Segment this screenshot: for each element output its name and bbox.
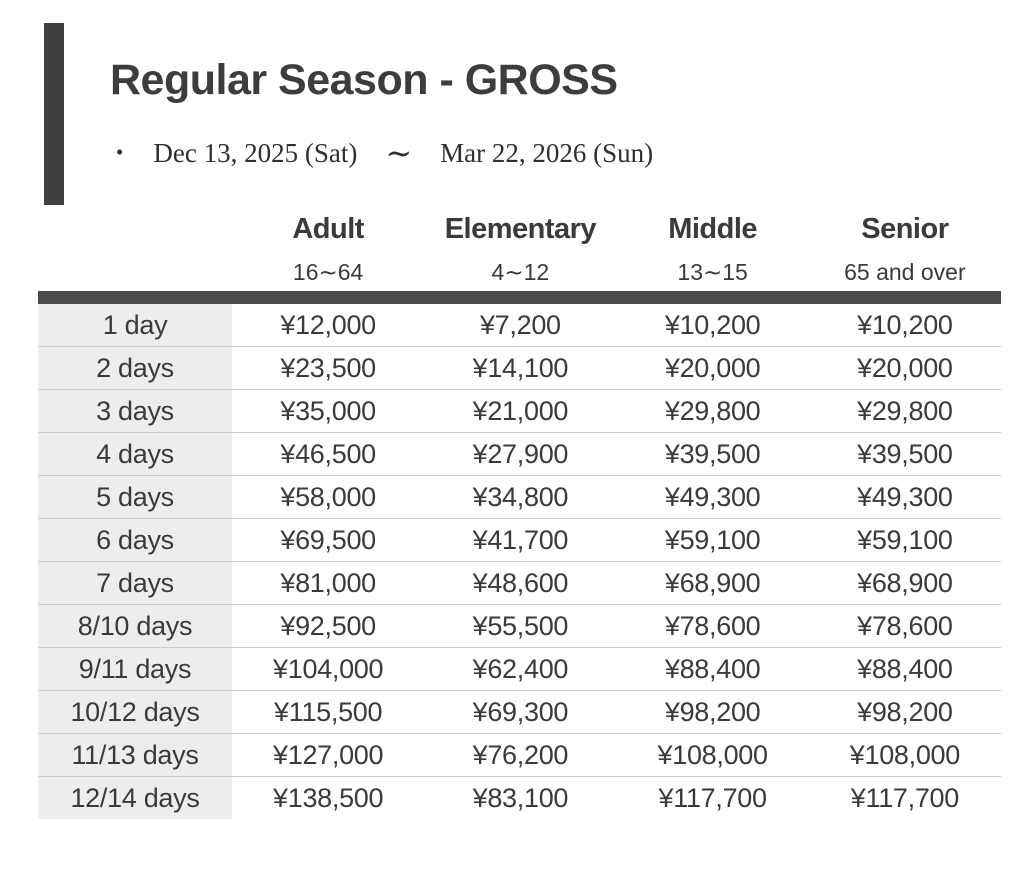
- price-cell-adult: ¥104,000: [232, 647, 424, 690]
- table-row: [38, 291, 1001, 346]
- column-header-middle: Middle: [617, 205, 809, 253]
- price-cell-senior: ¥49,300: [809, 475, 1001, 518]
- age-range-middle: 13∼15: [617, 253, 809, 291]
- table-row: [38, 346, 1001, 389]
- price-cell-middle: ¥88,400: [617, 647, 809, 690]
- price-cell-adult: ¥46,500: [232, 432, 424, 475]
- age-range-senior: 65 and over: [809, 253, 1001, 291]
- table-row: [38, 561, 1001, 604]
- price-cell-middle: ¥78,600: [617, 604, 809, 647]
- corner-cell: [38, 205, 232, 253]
- row-label: 2 days: [38, 346, 232, 389]
- table-row: [38, 690, 1001, 733]
- price-cell-elementary: ¥55,500: [424, 604, 616, 647]
- table-row: [38, 733, 1001, 776]
- price-cell-elementary: ¥34,800: [424, 475, 616, 518]
- table-row: [38, 604, 1001, 647]
- price-cell-middle: ¥10,200: [617, 291, 809, 346]
- date-range-line: [116, 134, 653, 172]
- row-label: 11/13 days: [38, 733, 232, 776]
- page-title: Regular Season - GROSS: [110, 56, 618, 104]
- price-cell-adult: ¥81,000: [232, 561, 424, 604]
- price-cell-senior: ¥29,800: [809, 389, 1001, 432]
- price-cell-adult: ¥35,000: [232, 389, 424, 432]
- price-cell-elementary: ¥27,900: [424, 432, 616, 475]
- price-cell-adult: ¥69,500: [232, 518, 424, 561]
- table-row: [38, 432, 1001, 475]
- price-cell-senior: ¥78,600: [809, 604, 1001, 647]
- price-cell-senior: ¥68,900: [809, 561, 1001, 604]
- price-cell-middle: ¥39,500: [617, 432, 809, 475]
- price-cell-senior: ¥108,000: [809, 733, 1001, 776]
- price-cell-senior: ¥98,200: [809, 690, 1001, 733]
- price-cell-middle: ¥108,000: [617, 733, 809, 776]
- table-row: [38, 647, 1001, 690]
- price-cell-senior: ¥88,400: [809, 647, 1001, 690]
- price-cell-adult: ¥12,000: [232, 291, 424, 346]
- price-cell-adult: ¥92,500: [232, 604, 424, 647]
- price-cell-elementary: ¥69,300: [424, 690, 616, 733]
- bullet-icon: •: [116, 140, 124, 164]
- row-label: 6 days: [38, 518, 232, 561]
- price-cell-elementary: ¥21,000: [424, 389, 616, 432]
- price-cell-adult: ¥127,000: [232, 733, 424, 776]
- table-row: [38, 518, 1001, 561]
- price-cell-middle: ¥59,100: [617, 518, 809, 561]
- price-cell-senior: ¥59,100: [809, 518, 1001, 561]
- age-range-elementary: 4∼12: [424, 253, 616, 291]
- row-label: 7 days: [38, 561, 232, 604]
- column-header-row: [38, 205, 1001, 253]
- price-cell-middle: ¥49,300: [617, 475, 809, 518]
- row-label: 9/11 days: [38, 647, 232, 690]
- price-cell-elementary: ¥62,400: [424, 647, 616, 690]
- price-cell-senior: ¥20,000: [809, 346, 1001, 389]
- price-cell-elementary: ¥76,200: [424, 733, 616, 776]
- column-header-senior: Senior: [809, 205, 1001, 253]
- date-range-start: Dec 13, 2025 (Sat): [153, 138, 358, 168]
- table-row: [38, 475, 1001, 518]
- price-cell-adult: ¥115,500: [232, 690, 424, 733]
- price-cell-middle: ¥68,900: [617, 561, 809, 604]
- row-label: 10/12 days: [38, 690, 232, 733]
- column-header-elementary: Elementary: [424, 205, 616, 253]
- row-label: 5 days: [38, 475, 232, 518]
- price-table-header: [38, 205, 1001, 291]
- price-cell-middle: ¥98,200: [617, 690, 809, 733]
- table-row: [38, 776, 1001, 819]
- price-cell-middle: ¥29,800: [617, 389, 809, 432]
- accent-bar: [44, 23, 64, 215]
- date-range-end: Mar 22, 2026 (Sun): [440, 138, 654, 168]
- row-label: 3 days: [38, 389, 232, 432]
- row-label: 4 days: [38, 432, 232, 475]
- column-subheader-row: [38, 253, 1001, 291]
- row-label: 1 day: [38, 291, 232, 346]
- price-cell-senior: ¥39,500: [809, 432, 1001, 475]
- price-cell-senior: ¥10,200: [809, 291, 1001, 346]
- price-cell-elementary: ¥83,100: [424, 776, 616, 819]
- price-cell-adult: ¥138,500: [232, 776, 424, 819]
- row-label: 8/10 days: [38, 604, 232, 647]
- price-cell-elementary: ¥41,700: [424, 518, 616, 561]
- price-cell-elementary: ¥48,600: [424, 561, 616, 604]
- age-range-adult: 16∼64: [232, 253, 424, 291]
- price-cell-adult: ¥58,000: [232, 475, 424, 518]
- column-header-adult: Adult: [232, 205, 424, 253]
- wave-dash-separator: ∼: [385, 135, 413, 171]
- row-label: 12/14 days: [38, 776, 232, 819]
- price-cell-elementary: ¥14,100: [424, 346, 616, 389]
- table-row: [38, 389, 1001, 432]
- price-cell-middle: ¥117,700: [617, 776, 809, 819]
- price-cell-middle: ¥20,000: [617, 346, 809, 389]
- corner-cell: [38, 253, 232, 291]
- price-table: [38, 205, 1001, 819]
- price-cell-senior: ¥117,700: [809, 776, 1001, 819]
- price-cell-elementary: ¥7,200: [424, 291, 616, 346]
- price-table-body: [38, 291, 1001, 819]
- price-cell-adult: ¥23,500: [232, 346, 424, 389]
